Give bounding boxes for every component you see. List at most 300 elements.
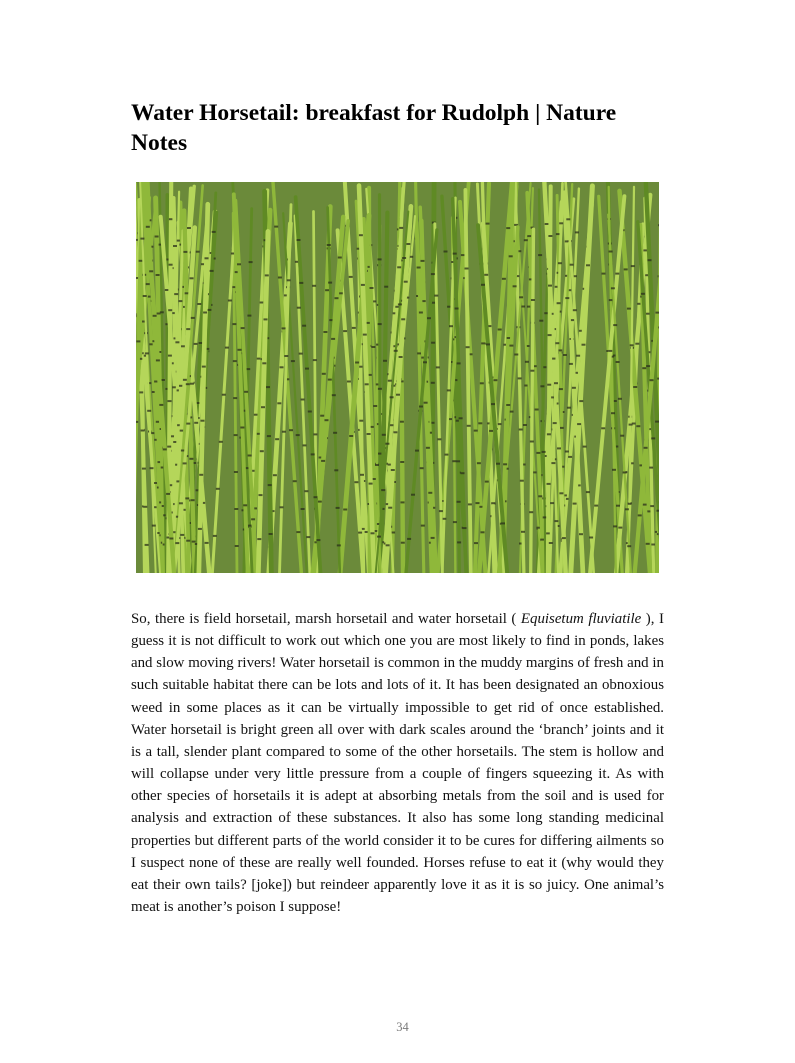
stem-joint bbox=[303, 444, 307, 446]
stem-joint bbox=[424, 402, 428, 404]
stem-joint bbox=[426, 447, 430, 449]
body-text-part-1: So, there is field horsetail, marsh horsetail and water horsetail ( bbox=[131, 611, 521, 627]
stem-joint bbox=[642, 367, 646, 369]
stem-joint bbox=[478, 422, 482, 424]
stem-joint bbox=[175, 341, 179, 343]
stem-joint bbox=[553, 422, 557, 424]
stem-joint bbox=[232, 323, 236, 325]
stem-joint bbox=[489, 430, 493, 432]
stem-joint bbox=[616, 361, 620, 363]
stem-joint bbox=[304, 490, 308, 492]
stem-joint bbox=[343, 330, 347, 332]
stem-joint bbox=[530, 441, 534, 443]
stem-joint bbox=[160, 311, 164, 313]
stem-joint bbox=[152, 525, 156, 527]
stem-joint bbox=[149, 270, 153, 272]
stem-joint bbox=[421, 525, 425, 527]
stem-joint bbox=[409, 256, 413, 258]
stem-joint bbox=[139, 260, 143, 262]
stem-joint bbox=[630, 344, 634, 346]
stem-joint bbox=[186, 423, 190, 425]
stem-joint bbox=[142, 468, 146, 470]
stem-joint bbox=[529, 511, 533, 513]
stem-joint bbox=[510, 411, 514, 413]
stem-joint bbox=[554, 382, 558, 384]
stem-joint bbox=[417, 267, 421, 269]
stem-joint bbox=[169, 538, 173, 540]
stem-joint bbox=[636, 425, 640, 427]
stem-joint bbox=[146, 283, 150, 285]
stem-joint bbox=[189, 458, 193, 460]
stem-joint bbox=[378, 323, 382, 325]
stem-joint bbox=[503, 463, 507, 465]
stem-joint bbox=[147, 410, 151, 412]
stem-joint bbox=[390, 396, 394, 398]
stem-joint bbox=[186, 328, 190, 330]
stem-joint bbox=[635, 343, 639, 345]
stem-joint bbox=[563, 354, 567, 356]
stem-joint bbox=[650, 505, 654, 507]
stem-joint bbox=[202, 366, 206, 368]
stem-joint bbox=[401, 542, 405, 544]
page-number: 34 bbox=[396, 1020, 409, 1034]
stem-joint bbox=[296, 434, 300, 436]
stem-joint bbox=[568, 456, 572, 458]
stem-joint bbox=[452, 460, 456, 462]
stem-joint bbox=[577, 423, 581, 425]
stem-joint bbox=[291, 360, 295, 362]
stem-joint bbox=[302, 325, 306, 327]
stem-joint bbox=[314, 496, 318, 498]
stem-joint bbox=[536, 527, 540, 529]
stem-joint bbox=[166, 493, 170, 495]
stem-joint bbox=[199, 474, 203, 476]
stem-joint bbox=[519, 429, 523, 431]
stem-joint bbox=[136, 340, 140, 342]
stem-joint bbox=[575, 231, 579, 233]
stem-joint bbox=[320, 415, 324, 417]
stem-joint bbox=[261, 406, 265, 408]
stem-joint bbox=[445, 454, 449, 456]
stem-joint bbox=[301, 399, 305, 401]
stem-joint bbox=[268, 484, 272, 486]
species-name: Equisetum fluviatile bbox=[520, 611, 642, 627]
stem-joint bbox=[616, 505, 620, 507]
stem-joint bbox=[205, 542, 209, 544]
stem-joint bbox=[199, 342, 203, 344]
stem-joint bbox=[480, 382, 484, 384]
stem-joint bbox=[565, 451, 569, 453]
stem-joint bbox=[332, 394, 336, 396]
stem-joint bbox=[407, 538, 411, 540]
stem-joint bbox=[207, 309, 211, 311]
stem-joint bbox=[163, 448, 167, 450]
stem-joint bbox=[173, 245, 177, 247]
stem-joint bbox=[322, 373, 326, 375]
stem-joint bbox=[559, 222, 563, 224]
stem-joint bbox=[196, 251, 200, 253]
stem-joint bbox=[420, 467, 424, 469]
stem-joint bbox=[246, 368, 250, 370]
stem-joint bbox=[643, 249, 647, 251]
stem-joint bbox=[455, 308, 459, 310]
stem-joint bbox=[306, 536, 310, 538]
stem-joint bbox=[156, 274, 160, 276]
stem-joint bbox=[579, 400, 583, 402]
stem-joint bbox=[370, 287, 374, 289]
stem-joint bbox=[297, 239, 301, 241]
stem-joint bbox=[550, 502, 554, 504]
stem-joint bbox=[159, 404, 163, 406]
stem-joint bbox=[328, 379, 332, 381]
stem-joint bbox=[608, 350, 612, 352]
stem-joint bbox=[651, 437, 655, 439]
stem-joint bbox=[323, 331, 327, 333]
stem-joint bbox=[609, 299, 613, 301]
stem-joint bbox=[449, 325, 453, 327]
stem-joint bbox=[569, 363, 573, 365]
stem-joint bbox=[234, 471, 238, 473]
stem-joint bbox=[649, 467, 653, 469]
stem-joint bbox=[249, 261, 253, 263]
stem-joint bbox=[136, 239, 138, 241]
stem-joint bbox=[570, 264, 574, 266]
stem-joint bbox=[461, 472, 465, 474]
stem-joint bbox=[178, 300, 182, 302]
stem-joint bbox=[153, 315, 157, 317]
stem-joint bbox=[560, 427, 564, 429]
stem-joint bbox=[363, 334, 367, 336]
stem-joint bbox=[278, 277, 282, 279]
stem-joint bbox=[633, 386, 637, 388]
stem-joint bbox=[349, 435, 353, 437]
stem-joint bbox=[486, 223, 490, 225]
stem-joint bbox=[562, 537, 566, 539]
stem-joint bbox=[457, 541, 461, 543]
stem-joint bbox=[238, 349, 242, 351]
stem-joint bbox=[266, 386, 270, 388]
stem-joint bbox=[506, 227, 510, 229]
stem-joint bbox=[244, 391, 248, 393]
stem-joint bbox=[219, 441, 223, 443]
stem-joint bbox=[358, 532, 362, 534]
stem-joint bbox=[257, 538, 261, 540]
stem-joint bbox=[373, 405, 377, 407]
stem-joint bbox=[419, 406, 423, 408]
stem-joint bbox=[331, 338, 335, 340]
stem-joint bbox=[169, 264, 173, 266]
stem-joint bbox=[582, 344, 586, 346]
stem-joint bbox=[559, 388, 563, 390]
stem-joint bbox=[554, 520, 558, 522]
stem-joint bbox=[151, 432, 155, 434]
stem-joint bbox=[359, 234, 363, 236]
stem-joint bbox=[305, 368, 309, 370]
article-body bbox=[131, 608, 664, 918]
stem-joint bbox=[491, 403, 495, 405]
stem-joint bbox=[611, 287, 615, 289]
stem-joint bbox=[525, 361, 529, 363]
stem-joint bbox=[365, 383, 369, 385]
stem-joint bbox=[169, 218, 173, 220]
stem-joint bbox=[481, 284, 485, 286]
stem-joint bbox=[180, 534, 184, 536]
stem-joint bbox=[280, 366, 284, 368]
stem-joint bbox=[155, 236, 159, 238]
stem-joint bbox=[282, 327, 286, 329]
stem-joint bbox=[386, 544, 390, 546]
stem-joint bbox=[535, 409, 539, 411]
stem-joint bbox=[299, 353, 303, 355]
horsetail-stems-image bbox=[136, 182, 659, 573]
stem-joint bbox=[333, 432, 337, 434]
stem-joint bbox=[381, 489, 385, 491]
stem-joint bbox=[531, 299, 535, 301]
stem-joint bbox=[313, 433, 317, 435]
stem-joint bbox=[233, 397, 237, 399]
stem-joint bbox=[254, 414, 258, 416]
stem-joint bbox=[168, 400, 172, 402]
stem-joint bbox=[197, 303, 201, 305]
stem-joint bbox=[530, 370, 534, 372]
stem-joint bbox=[423, 361, 427, 363]
stem-joint bbox=[198, 528, 202, 530]
stem-joint bbox=[297, 307, 301, 309]
stem-joint bbox=[240, 427, 244, 429]
stem-joint bbox=[485, 481, 489, 483]
stem-joint bbox=[521, 306, 525, 308]
stem-joint bbox=[548, 235, 552, 237]
stem-joint bbox=[393, 431, 397, 433]
stem-joint bbox=[311, 453, 315, 455]
stem-joint bbox=[586, 264, 590, 266]
stem-joint bbox=[336, 507, 340, 509]
stem-joint bbox=[179, 502, 183, 504]
stem-joint bbox=[467, 425, 471, 427]
water-horsetail-photo bbox=[136, 182, 659, 573]
stem-joint bbox=[203, 312, 207, 314]
stem-joint bbox=[476, 502, 480, 504]
stem-joint bbox=[316, 539, 320, 541]
stem-joint bbox=[544, 312, 548, 314]
stem-joint bbox=[547, 433, 551, 435]
stem-joint bbox=[192, 541, 196, 543]
stem-joint bbox=[523, 424, 527, 426]
stem-joint bbox=[375, 464, 379, 466]
stem-joint bbox=[540, 385, 544, 387]
stem-joint bbox=[400, 461, 404, 463]
stem-joint bbox=[390, 424, 394, 426]
stem-joint bbox=[185, 497, 189, 499]
stem-joint bbox=[586, 491, 590, 493]
stem-joint bbox=[241, 327, 245, 329]
stem-joint bbox=[247, 315, 251, 317]
stem-joint bbox=[141, 430, 145, 432]
stem-joint bbox=[143, 295, 147, 297]
stem-joint bbox=[514, 354, 518, 356]
stem-joint bbox=[233, 360, 237, 362]
stem-joint bbox=[613, 324, 617, 326]
stem-joint bbox=[527, 235, 531, 237]
stem-joint bbox=[183, 462, 187, 464]
stem-joint bbox=[627, 503, 631, 505]
stem-joint bbox=[447, 389, 451, 391]
stem-joint bbox=[400, 421, 404, 423]
stem-joint bbox=[609, 251, 613, 253]
stem-joint bbox=[185, 292, 189, 294]
stem-joint bbox=[646, 543, 650, 545]
stem-joint bbox=[397, 266, 401, 268]
stem-joint bbox=[175, 542, 179, 544]
stem-joint bbox=[551, 462, 555, 464]
stem-joint bbox=[259, 494, 263, 496]
stem-joint bbox=[398, 303, 402, 305]
stem-joint bbox=[638, 514, 642, 516]
stem-joint bbox=[573, 309, 577, 311]
stem-joint bbox=[260, 450, 264, 452]
stem-joint bbox=[466, 346, 470, 348]
stem-joint bbox=[139, 391, 143, 393]
stem-joint bbox=[540, 539, 544, 541]
stem-joint bbox=[612, 469, 616, 471]
stem-joint bbox=[274, 226, 278, 228]
stem-joint bbox=[360, 474, 364, 476]
stem-joint bbox=[484, 274, 488, 276]
stem-joint bbox=[519, 296, 523, 298]
stem-joint bbox=[576, 355, 580, 357]
stem-joint bbox=[542, 451, 546, 453]
stem-joint bbox=[145, 352, 149, 354]
stem-joint bbox=[656, 312, 660, 314]
stem-joint bbox=[520, 480, 524, 482]
stem-joint bbox=[624, 268, 628, 270]
stem-joint bbox=[538, 495, 542, 497]
stem-joint bbox=[567, 407, 571, 409]
stem-joint bbox=[518, 377, 522, 379]
stem-joint bbox=[602, 273, 606, 275]
stem-joint bbox=[213, 535, 217, 537]
stem-joint bbox=[335, 297, 339, 299]
stem-joint bbox=[156, 359, 160, 361]
stem-joint bbox=[502, 278, 506, 280]
stem-joint bbox=[589, 537, 593, 539]
stem-joint bbox=[299, 282, 303, 284]
stem-joint bbox=[194, 422, 198, 424]
stem-joint bbox=[352, 327, 356, 329]
stem-joint bbox=[349, 276, 353, 278]
stem-joint bbox=[296, 531, 300, 533]
stem-joint bbox=[415, 450, 419, 452]
stem-joint bbox=[143, 506, 147, 508]
stem-joint bbox=[150, 467, 154, 469]
stem-joint bbox=[334, 469, 338, 471]
stem-joint bbox=[539, 320, 543, 322]
stem-joint bbox=[312, 285, 316, 287]
stem-joint bbox=[545, 223, 549, 225]
stem-joint bbox=[583, 446, 587, 448]
stem-joint bbox=[620, 435, 624, 437]
stem-joint bbox=[399, 227, 403, 229]
stem-joint bbox=[321, 460, 325, 462]
stem-joint bbox=[396, 394, 400, 396]
body-text-part-2: ), I guess it is not difficult to work out which one you are most likely to find in ponds, lakes and slow moving rivers! Water horsetail is common in the muddy margins of fresh and in such suitable habitat there can be lots and lots of it. It has been designated an obnoxious weed in some places as it can be virtually impossible to get rid of once established. Water horsetail is bright green all over with dark scales around the ‘branch’ joints and it is a tall, slender plant compared to some of the other horsetails. The stem is hollow and will collapse under very little pressure from a couple of fingers squeezing it. As with other species of horsetails it is adept at absorbing metals from the soil and is used for analysis and extraction of these substances. It also has some long standing medicinal properties but different parts of the world consider it to be cures for differing ailments so I suspect none of these are really well founded. Horses refuse to eat it (why would they eat their own tails? [joke]) but reindeer apparently love it as it is so juicy. One animal’s meat is another’s poison I suppose! bbox=[131, 611, 664, 916]
stem-joint bbox=[280, 506, 284, 508]
stem-joint bbox=[594, 505, 598, 507]
stem-joint bbox=[501, 522, 505, 524]
stem-joint bbox=[555, 342, 559, 344]
stem-joint bbox=[437, 438, 441, 440]
stem-joint bbox=[431, 537, 435, 539]
stem-joint bbox=[618, 398, 622, 400]
stem-joint bbox=[339, 292, 343, 294]
stem-joint bbox=[190, 277, 194, 279]
stem-joint bbox=[506, 404, 510, 406]
stem-joint bbox=[201, 420, 205, 422]
stem-joint bbox=[145, 544, 149, 546]
stem-joint bbox=[468, 503, 472, 505]
stem-joint bbox=[453, 253, 457, 255]
stem-joint bbox=[513, 285, 517, 287]
stem-joint bbox=[183, 251, 187, 253]
stem-joint bbox=[650, 379, 654, 381]
stem-joint bbox=[615, 273, 619, 275]
stem-joint bbox=[191, 317, 195, 319]
stem-joint bbox=[325, 419, 329, 421]
stem-joint bbox=[136, 421, 138, 423]
stem-joint bbox=[549, 542, 553, 544]
stem-joint bbox=[355, 362, 359, 364]
stem-joint bbox=[655, 421, 659, 423]
stem-joint bbox=[140, 238, 144, 240]
stem-joint bbox=[613, 525, 617, 527]
stem-joint bbox=[434, 295, 438, 297]
stem-joint bbox=[558, 262, 562, 264]
stem-joint bbox=[509, 345, 513, 347]
stem-joint bbox=[384, 286, 388, 288]
stem-joint bbox=[328, 282, 332, 284]
stem-joint bbox=[248, 455, 252, 457]
stem-joint bbox=[493, 379, 497, 381]
stem-joint bbox=[391, 469, 395, 471]
stem-joint bbox=[385, 443, 389, 445]
stem-joint bbox=[401, 318, 405, 320]
stem-joint bbox=[394, 350, 398, 352]
stem-joint bbox=[273, 474, 277, 476]
stem-joint bbox=[548, 285, 552, 287]
stem-joint bbox=[260, 302, 264, 304]
stem-joint bbox=[419, 312, 423, 314]
stem-joint bbox=[509, 255, 513, 257]
stem-joint bbox=[627, 545, 631, 547]
stem-joint bbox=[267, 435, 271, 437]
stem-joint bbox=[354, 481, 358, 483]
stem-joint bbox=[234, 508, 238, 510]
stem-joint bbox=[146, 226, 150, 228]
stem-joint bbox=[559, 492, 563, 494]
stem-joint bbox=[431, 273, 435, 275]
stem-joint bbox=[573, 503, 577, 505]
stem-joint bbox=[404, 281, 408, 283]
stem-joint bbox=[457, 501, 461, 503]
stem-joint bbox=[243, 504, 247, 506]
stem-joint bbox=[284, 355, 288, 357]
stem-joint bbox=[486, 343, 490, 345]
stem-joint bbox=[337, 544, 341, 546]
stem-joint bbox=[643, 504, 647, 506]
stem-joint bbox=[183, 379, 187, 381]
stem-joint bbox=[572, 387, 576, 389]
stem-joint bbox=[228, 300, 232, 302]
